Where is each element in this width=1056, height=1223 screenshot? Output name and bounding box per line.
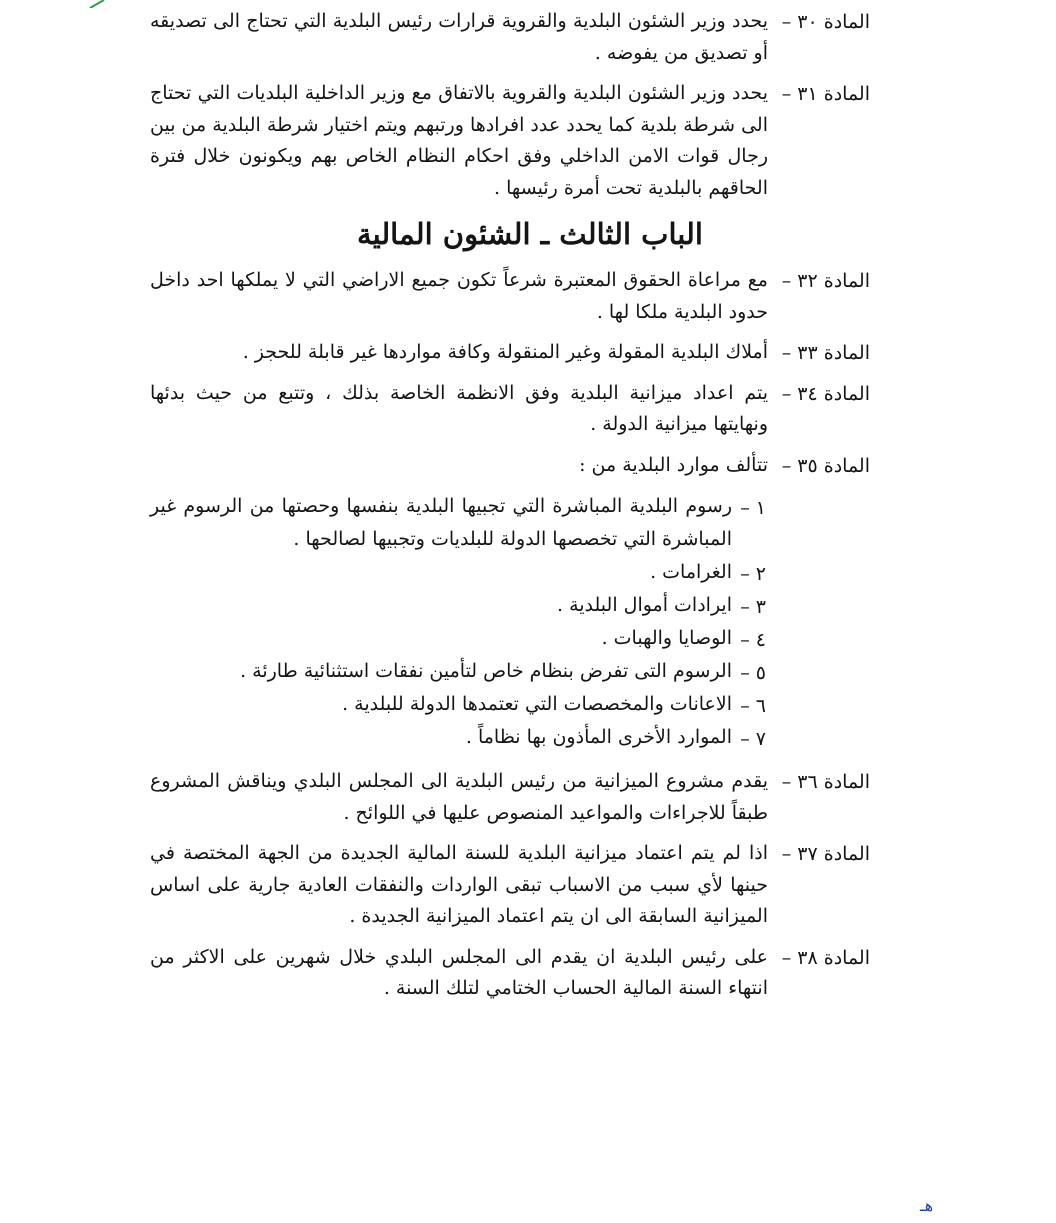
item-text: الوصايا والهبات .: [601, 627, 732, 649]
document-page: [150, 6, 870, 1014]
article-37: [150, 838, 870, 933]
article-32: [150, 265, 870, 328]
article-label: المادة ٣٢ –: [781, 270, 870, 292]
article-label: المادة ٣٣ –: [781, 342, 870, 364]
article-text: أملاك البلدية المقولة وغير المنقولة وكافة مواردها غير قابلة للحجز .: [242, 341, 768, 363]
item-number: ٤ –: [740, 629, 766, 651]
article-text: على رئيس البلدية ان يقدم الى المجلس البلدي خلال شهرين على الاكثر من انتهاء السنة المالية الحساب الختامي لتلك السنة .: [150, 945, 768, 999]
article-text: يحدد وزير الشئون البلدية والقروية قرارات رئيس البلدية التي تحتاج الى تصديقه أو تصديق من يفوضه .: [150, 10, 768, 64]
article-label: المادة ٣٨ –: [781, 946, 870, 969]
article-label: المادة ٣٦ –: [781, 771, 870, 793]
item-text: الاعانات والمخصصات التي تعتمدها الدولة للبلدية .: [342, 693, 732, 715]
article-label: المادة ٣٤ –: [781, 382, 870, 405]
list-item: [150, 688, 766, 721]
article-text: تتألف موارد البلدية من :: [579, 453, 768, 476]
article-text: يتم اعداد ميزانية البلدية وفق الانظمة الخاصة بذلك ، وتتبع من حيث بدئها ونهايتها ميزانية الدولة .: [150, 381, 768, 435]
page-number: هـ: [920, 1196, 934, 1215]
article-label: المادة ٣٥ –: [781, 454, 870, 477]
article-38: [150, 942, 870, 1005]
item-text: الغرامات .: [650, 561, 732, 583]
article-33: [150, 337, 870, 369]
list-item: [150, 589, 766, 622]
article-text: يقدم مشروع الميزانية من رئيس البلدية الى المجلس البلدي ويناقش المشروع طبقاً للاجراءات والمواعيد المنصوص عليها في اللوائح .: [150, 770, 768, 824]
item-text: الموارد الأخرى المأذون بها نظاماً .: [465, 726, 732, 748]
item-number: ٧ –: [740, 728, 766, 750]
article-30: [150, 6, 870, 69]
corner-mark: [0, 0, 110, 8]
item-number: ١ –: [740, 497, 766, 519]
list-item: [150, 721, 766, 754]
item-number: ٣ –: [740, 596, 766, 618]
article-text: يحدد وزير الشئون البلدية والقروية بالاتفاق مع وزير الداخلية البلديات التي تحتاج الى شرطة بلدية كما يحدد عدد افرادها ورتبهم ويتم اختيار شرطة البلدية من بين رجال قوات الامن الداخلي وفق احكام النظام الخاص بهم ويكونون خلال فترة الحاقهم بالبلدية تحت أمرة رئيسها .: [150, 82, 768, 199]
item-text: ايرادات أموال البلدية .: [556, 594, 732, 616]
chapter-title: الباب الثالث ـ الشئون المالية: [357, 217, 703, 251]
article-text: اذا لم يتم اعتماد ميزانية البلدية للسنة المالية الجديدة من الجهة المختصة في حينها لأي سبب من الاسباب تبقى الواردات والنفقات العادية جارية على اساس الميزانية السابقة الى ان يتم اعتماد الميزانية الجديدة .: [150, 842, 768, 927]
item-number: ٢ –: [740, 563, 766, 585]
article-text: مع مراعاة الحقوق المعتبرة شرعاً تكون جميع الاراضي التي لا يملكها احد داخل حدود البلدية ملكا لها .: [150, 269, 768, 323]
resources-list: [150, 490, 870, 754]
article-31: [150, 78, 870, 204]
list-item: [150, 655, 766, 688]
article-label: المادة ٣١ –: [781, 83, 870, 105]
item-number: ٦ –: [740, 695, 766, 717]
list-item: [150, 622, 766, 655]
list-item: [150, 490, 766, 556]
article-35: [150, 450, 870, 482]
item-text: رسوم البلدية المباشرة التي تجبيها البلدية بنفسها وحصتها من الرسوم غير المباشرة التي تخصصها الدولة للبلديات وتجبيها لصالحها .: [150, 495, 732, 550]
article-36: [150, 766, 870, 829]
article-34: [150, 378, 870, 441]
article-label: المادة ٣٧ –: [781, 843, 870, 865]
item-text: الرسوم التى تفرض بنظام خاص لتأمين نفقات استثنائية طارئة .: [240, 660, 732, 682]
article-label: المادة ٣٠ –: [781, 11, 870, 33]
item-number: ٥ –: [740, 662, 766, 684]
list-item: [150, 556, 766, 589]
